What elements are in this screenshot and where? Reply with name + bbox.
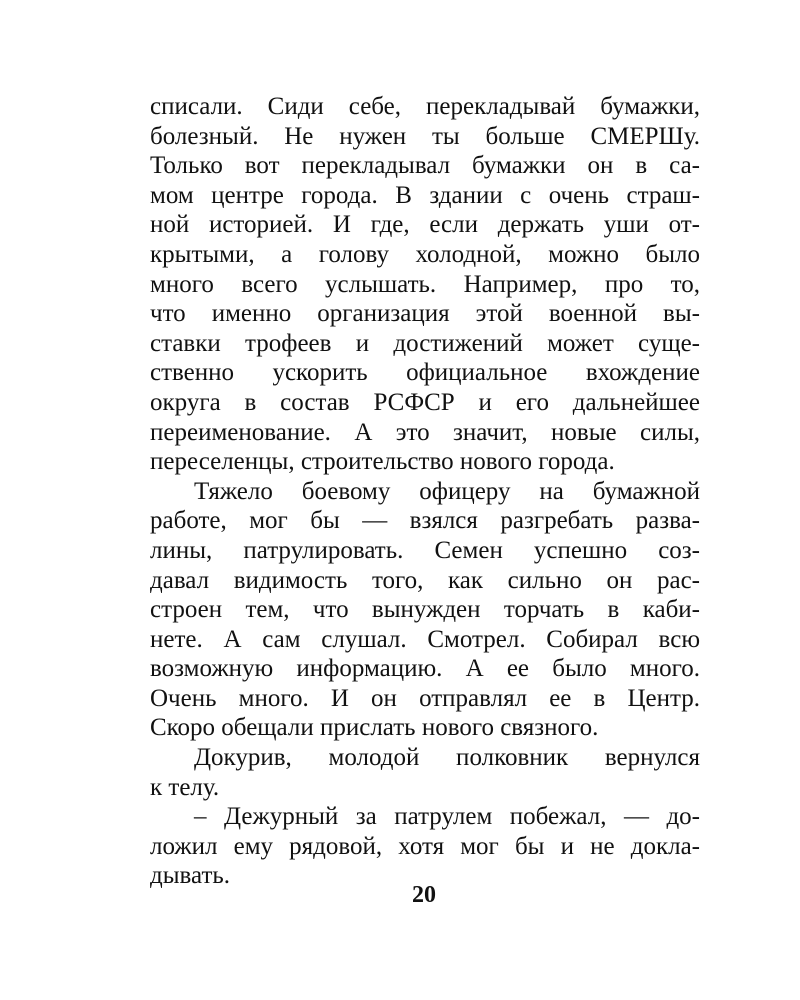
text-line: мом центре города. В здании с очень страш- bbox=[150, 181, 700, 209]
text-line: много всего услышать. Например, про то, bbox=[150, 270, 700, 298]
text-line: к телу. bbox=[150, 773, 220, 801]
text-line: дывать. bbox=[150, 862, 231, 890]
text-line: Только вот перекладывал бумажки он в са- bbox=[150, 152, 700, 180]
text-line: переселенцы, строительство нового города. bbox=[150, 448, 615, 476]
text-line: переименование. А это значит, новые силы, bbox=[150, 418, 700, 446]
text-line: строен тем, что вынужден торчать в каби- bbox=[150, 596, 700, 624]
text-line: давал видимость того, как сильно он рас- bbox=[150, 566, 700, 594]
text-line: округа в состав РСФСР и его дальнейшее bbox=[150, 388, 700, 416]
text-line: работе, мог бы — взялся разгребать разва- bbox=[150, 507, 700, 535]
text-line: Очень много. И он отправлял ее в Центр. bbox=[150, 684, 700, 712]
text-line: Докурив, молодой полковник вернулся bbox=[194, 744, 700, 772]
text-line: ставки трофеев и достижений может суще- bbox=[150, 329, 700, 357]
text-line: списали. Сиди себе, перекладывай бумажки, bbox=[150, 93, 700, 120]
text-line: ственно ускорить официальное вхождение bbox=[150, 359, 700, 387]
text-line: ложил ему рядовой, хотя мог бы и не докла- bbox=[150, 832, 700, 860]
text-line: лины, патрулировать. Семен успешно соз- bbox=[150, 536, 700, 564]
text-line: – Дежурный за патрулем побежал, — до- bbox=[194, 803, 700, 831]
text-line: что именно организация этой военной вы- bbox=[150, 300, 700, 328]
text-line: болезный. Не нужен ты больше СМЕРШу. bbox=[150, 122, 700, 150]
page-number: 20 bbox=[412, 882, 436, 908]
text-line: возможную информацию. А ее было много. bbox=[150, 655, 700, 683]
text-line: крытыми, а голову холодной, можно было bbox=[150, 240, 700, 268]
text-line: Тяжело боевому офицеру на бумажной bbox=[194, 477, 700, 505]
text-line: ной историей. И где, если держать уши от- bbox=[150, 211, 700, 239]
text-line: Скоро обещали прислать нового связного. bbox=[150, 714, 599, 742]
text-line: нете. А сам слушал. Смотрел. Собирал всю bbox=[150, 625, 700, 653]
body-text bbox=[150, 92, 700, 891]
